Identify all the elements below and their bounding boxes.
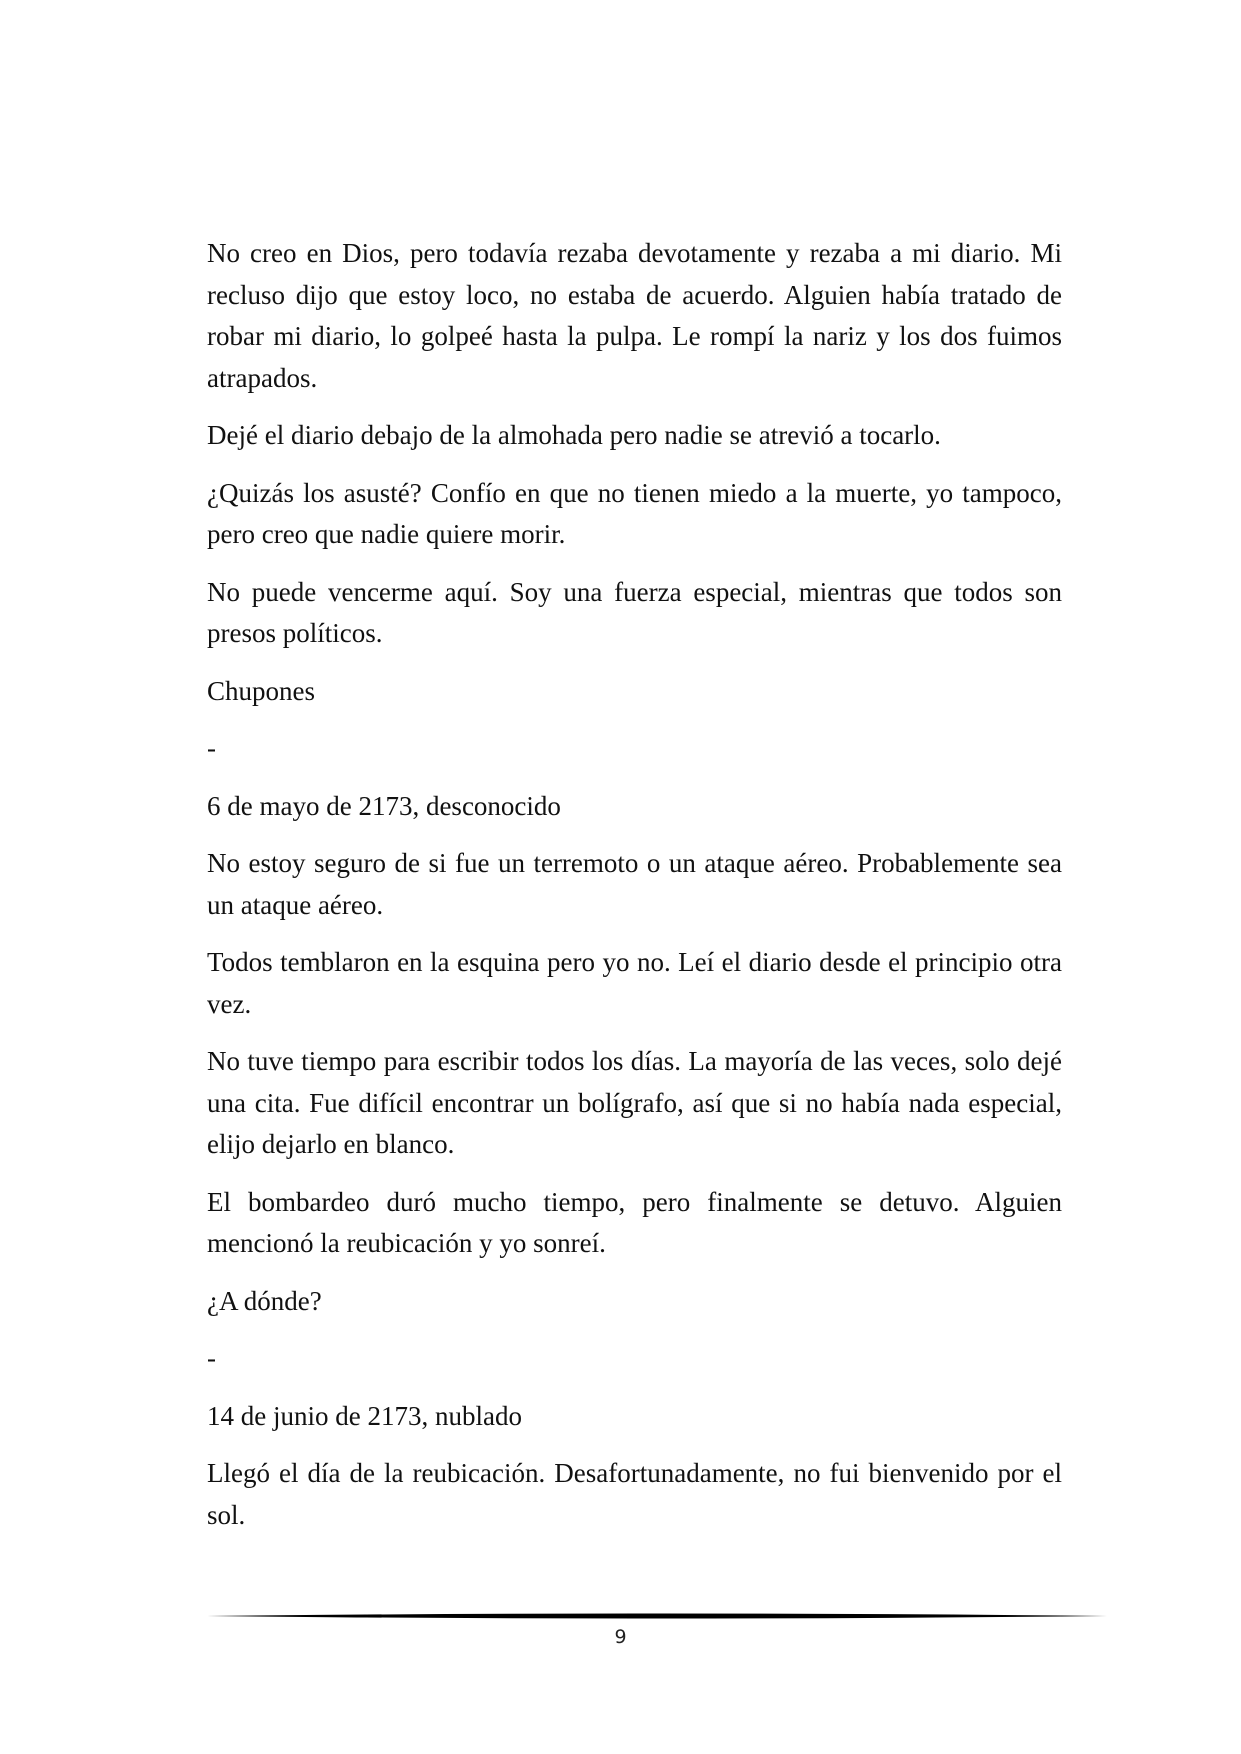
paragraph: ¿A dónde? [207,1285,322,1316]
footer-rule [207,1612,1107,1620]
body-text [207,233,1062,1552]
paragraph: Dejé el diario debajo de la almohada pero nadie se atrevió a tocarlo. [207,420,941,450]
entry-separator: - [207,1343,216,1373]
entry-date: 14 de junio de 2173, nublado [207,1400,522,1431]
paragraph: No creo en Dios, pero todavía rezaba devotamente y rezaba a mi diario. Mi recluso dijo que estoy loco, no estaba de acuerdo. Alguien había tratado de robar mi diario, lo golpeé hasta la pulpa. Le rompí la nariz y los dos fuimos atrapados. [207,238,1062,393]
entry-separator: - [207,733,216,763]
paragraph: Llegó el día de la reubicación. Desafortunadamente, no fui bienvenido por el sol. [207,1458,1062,1530]
footer-rule-shape [207,1614,1107,1619]
entry-date: 6 de mayo de 2173, desconocido [207,790,561,821]
paragraph: ¿Quizás los asusté? Confío en que no tienen miedo a la muerte, yo tampoco, pero creo que nadie quiere morir. [207,477,1062,549]
signature-line: Chupones [207,675,315,706]
page-number: 9 [614,1626,627,1648]
paragraph: No puede vencerme aquí. Soy una fuerza especial, mientras que todos son presos políticos. [207,576,1062,648]
paragraph: El bombardeo duró mucho tiempo, pero finalmente se detuvo. Alguien mencionó la reubicación y yo sonreí. [207,1186,1062,1258]
paragraph: No estoy seguro de si fue un terremoto o un ataque aéreo. Probablemente sea un ataque aéreo. [207,848,1062,920]
paragraph: No tuve tiempo para escribir todos los días. La mayoría de las veces, solo dejé una cita. Fue difícil encontrar un bolígrafo, así que si no había nada especial, elijo dejarlo en blanco. [207,1046,1062,1159]
paragraph: Todos temblaron en la esquina pero yo no. Leí el diario desde el principio otra vez. [207,947,1062,1019]
